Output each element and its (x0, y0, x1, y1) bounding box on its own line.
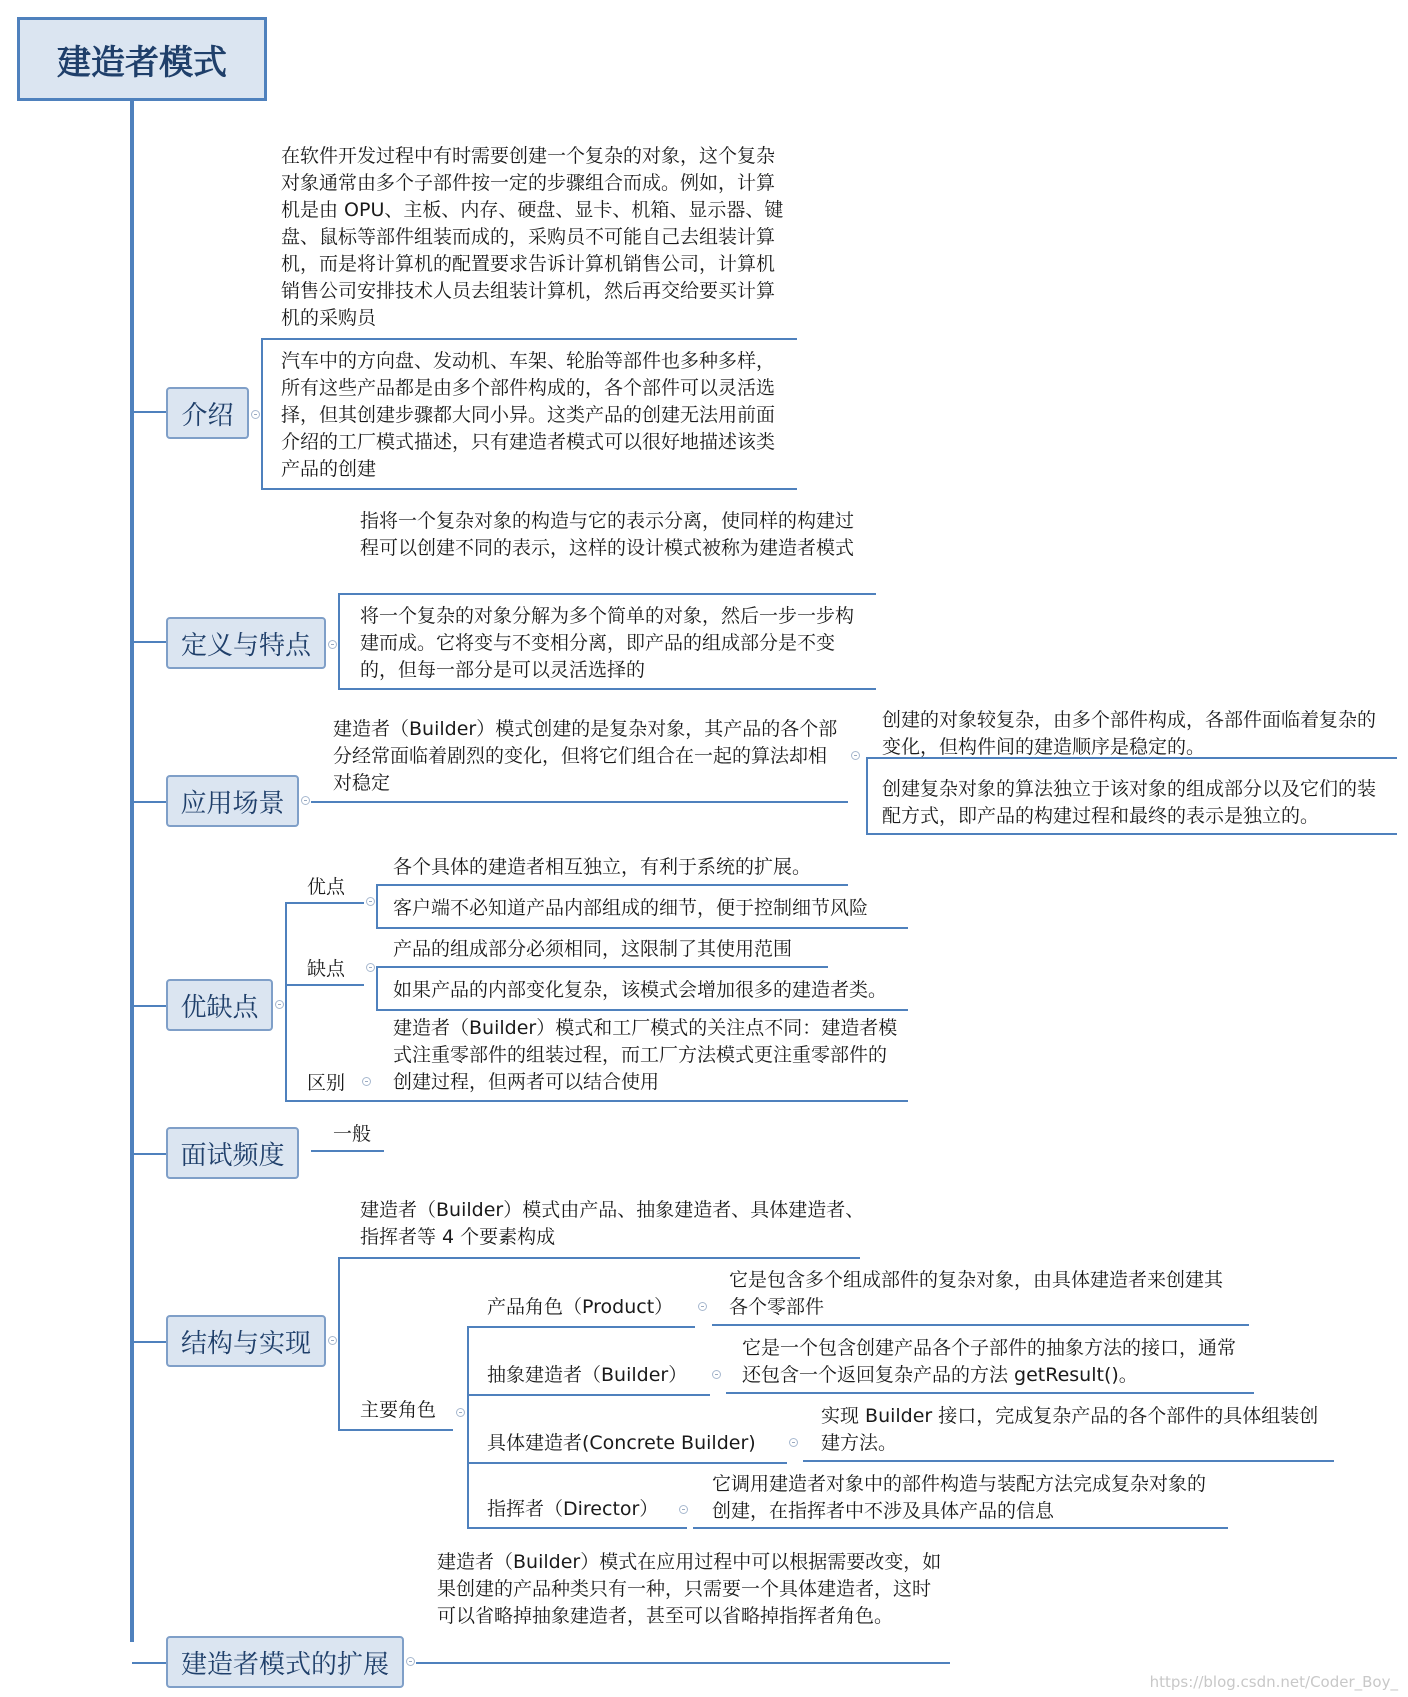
connector (467, 1527, 687, 1529)
connector (338, 593, 876, 595)
connector (132, 1005, 166, 1007)
collapse-icon[interactable] (362, 1077, 371, 1086)
role-product: 产品角色（Product） (487, 1296, 674, 1318)
structure-summary: 建造者（Builder）模式由产品、抽象建造者、具体建造者、指挥者等 4 个要素构成 (360, 1199, 865, 1248)
role-concrete-builder: 具体建造者(Concrete Builder) (487, 1432, 756, 1454)
connector (467, 1394, 710, 1396)
connector (726, 1392, 1254, 1394)
pros-text-1: 各个具体的建造者相互独立，有利于系统的扩展。 (393, 856, 812, 878)
connector (285, 902, 364, 904)
connector (376, 927, 908, 929)
collapse-icon[interactable] (328, 1336, 337, 1345)
connector (285, 1100, 908, 1102)
scenario-main-text: 建造者（Builder）模式创建的是复杂对象，其产品的各个部分经常面临着剧烈的变化，但将它们组合在一起的算法却相对稳定 (333, 718, 838, 794)
connector (338, 1257, 340, 1431)
connector (338, 593, 340, 690)
role-concrete-builder-desc: 实现 Builder 接口，完成复杂产品的各个部件的具体组装创建方法。 (821, 1405, 1319, 1454)
branch-definition[interactable]: 定义与特点 (166, 617, 326, 669)
connector (261, 338, 263, 490)
pros-text-2: 客户端不必知道产品内部组成的细节，便于控制细节风险 (393, 897, 869, 919)
connector (338, 1429, 453, 1431)
branch-extension[interactable]: 建造者模式的扩展 (166, 1636, 404, 1688)
collapse-icon[interactable] (679, 1505, 688, 1514)
cons-label: 缺点 (307, 958, 346, 980)
pros-label: 优点 (307, 876, 346, 898)
branch-frequency[interactable]: 面试频度 (166, 1127, 299, 1179)
connector (467, 1462, 787, 1464)
intro-text-1: 在软件开发过程中有时需要创建一个复杂的对象，这个复杂对象通常由多个子部件按一定的步骤组合而成。例如，计算机是由 OPU、主板、内存、硬盘、显卡、机箱、显示器、键盘、鼠标等部件组装而成的，采购员不可能自己去组装计算机，而是将计算机的配置要求告诉计算机销售公司，计算机销售公司安排技术人员去组装计算机，然后再交给要买计算机的采购员 (281, 145, 784, 329)
scenario-text-1: 创建的对象较复杂，由多个部件构成，各部件面临着复杂的变化，但构件间的建造顺序是稳定的。 (882, 709, 1377, 758)
definition-text-1: 指将一个复杂对象的构造与它的表示分离，使同样的构建过程可以创建不同的表示，这样的设计模式被称为建造者模式 (360, 510, 855, 559)
cons-text-2: 如果产品的内部变化复杂，该模式会增加很多的建造者类。 (393, 979, 888, 1001)
collapse-icon[interactable] (301, 796, 310, 805)
connector (338, 1257, 860, 1259)
connector (467, 1326, 695, 1328)
collapse-icon[interactable] (456, 1408, 465, 1417)
connector (285, 984, 364, 986)
main-trunk-line (130, 101, 134, 1642)
branch-structure[interactable]: 结构与实现 (166, 1315, 326, 1367)
connector (803, 1460, 1334, 1462)
connector (376, 884, 848, 886)
connector (261, 338, 797, 340)
collapse-icon[interactable] (789, 1438, 798, 1447)
collapse-icon[interactable] (851, 751, 860, 760)
connector (693, 1527, 1228, 1529)
intro-text-2: 汽车中的方向盘、发动机、车架、轮胎等部件也多种多样，所有这些产品都是由多个部件构成的，各个部件可以灵活选择，但其创建步骤都大同小异。这类产品的创建无法用前面介绍的工厂模式描述，只有建造者模式可以很好地描述该类产品的创建 (281, 350, 776, 480)
connector (285, 902, 287, 1102)
definition-text-2: 将一个复杂的对象分解为多个简单的对象，然后一步一步构建而成。它将变与不变相分离，即产品的组成部分是不变的，但每一部分是可以灵活选择的 (360, 605, 855, 681)
connector (132, 1153, 166, 1155)
cons-text-1: 产品的组成部分必须相同，这限制了其使用范围 (393, 938, 793, 960)
collapse-icon[interactable] (328, 640, 337, 649)
branch-intro[interactable]: 介绍 (166, 387, 249, 439)
connector (467, 1326, 469, 1528)
connector (376, 1009, 908, 1011)
connector (132, 411, 166, 413)
connector (311, 1150, 384, 1152)
extension-text: 建造者（Builder）模式在应用过程中可以根据需要改变，如果创建的产品种类只有一种，只需要一个具体建造者，这时可以省略掉抽象建造者，甚至可以省略掉指挥者角色。 (437, 1551, 942, 1627)
connector (376, 966, 828, 968)
frequency-value: 一般 (333, 1123, 372, 1145)
role-director: 指挥者（Director） (487, 1498, 659, 1520)
connector (376, 966, 378, 1011)
connector (132, 641, 166, 643)
collapse-icon[interactable] (251, 410, 260, 419)
collapse-icon[interactable] (712, 1370, 721, 1379)
connector (416, 1662, 950, 1664)
connector (132, 1341, 166, 1343)
connector (338, 688, 876, 690)
root-node[interactable]: 建造者模式 (17, 17, 267, 101)
connector (311, 801, 848, 803)
collapse-icon[interactable] (698, 1302, 707, 1311)
collapse-icon[interactable] (366, 963, 375, 972)
connector (376, 884, 378, 929)
connector (712, 1324, 1249, 1326)
collapse-icon[interactable] (406, 1657, 415, 1666)
role-abstract-builder: 抽象建造者（Builder） (487, 1364, 688, 1386)
scenario-text-2: 创建复杂对象的算法独立于该对象的组成部分以及它们的装配方式，即产品的构建过程和最终的表示是独立的。 (882, 778, 1377, 827)
role-product-desc: 它是包含多个组成部件的复杂对象，由具体建造者来创建其各个零部件 (729, 1269, 1224, 1318)
watermark: https://blog.csdn.net/Coder_Boy_ (1149, 1673, 1398, 1691)
connector (261, 488, 797, 490)
collapse-icon[interactable] (275, 1000, 284, 1009)
role-director-desc: 它调用建造者对象中的部件构造与装配方法完成复杂对象的创建，在指挥者中不涉及具体产品的信息 (712, 1473, 1207, 1522)
roles-label: 主要角色 (360, 1399, 437, 1421)
connector (866, 757, 868, 835)
connector (132, 1662, 166, 1664)
diff-text: 建造者（Builder）模式和工厂模式的关注点不同：建造者模式注重零部件的组装过程，而工厂方法模式更注重零部件的创建过程，但两者可以结合使用 (393, 1017, 898, 1093)
branch-scenario[interactable]: 应用场景 (166, 775, 299, 827)
diff-label: 区别 (307, 1072, 346, 1094)
collapse-icon[interactable] (366, 897, 375, 906)
connector (866, 833, 1397, 835)
branch-pros-cons[interactable]: 优缺点 (166, 979, 273, 1031)
role-abstract-builder-desc: 它是一个包含创建产品各个子部件的抽象方法的接口，通常还包含一个返回复杂产品的方法 getResult()。 (742, 1337, 1237, 1386)
connector (132, 801, 166, 803)
